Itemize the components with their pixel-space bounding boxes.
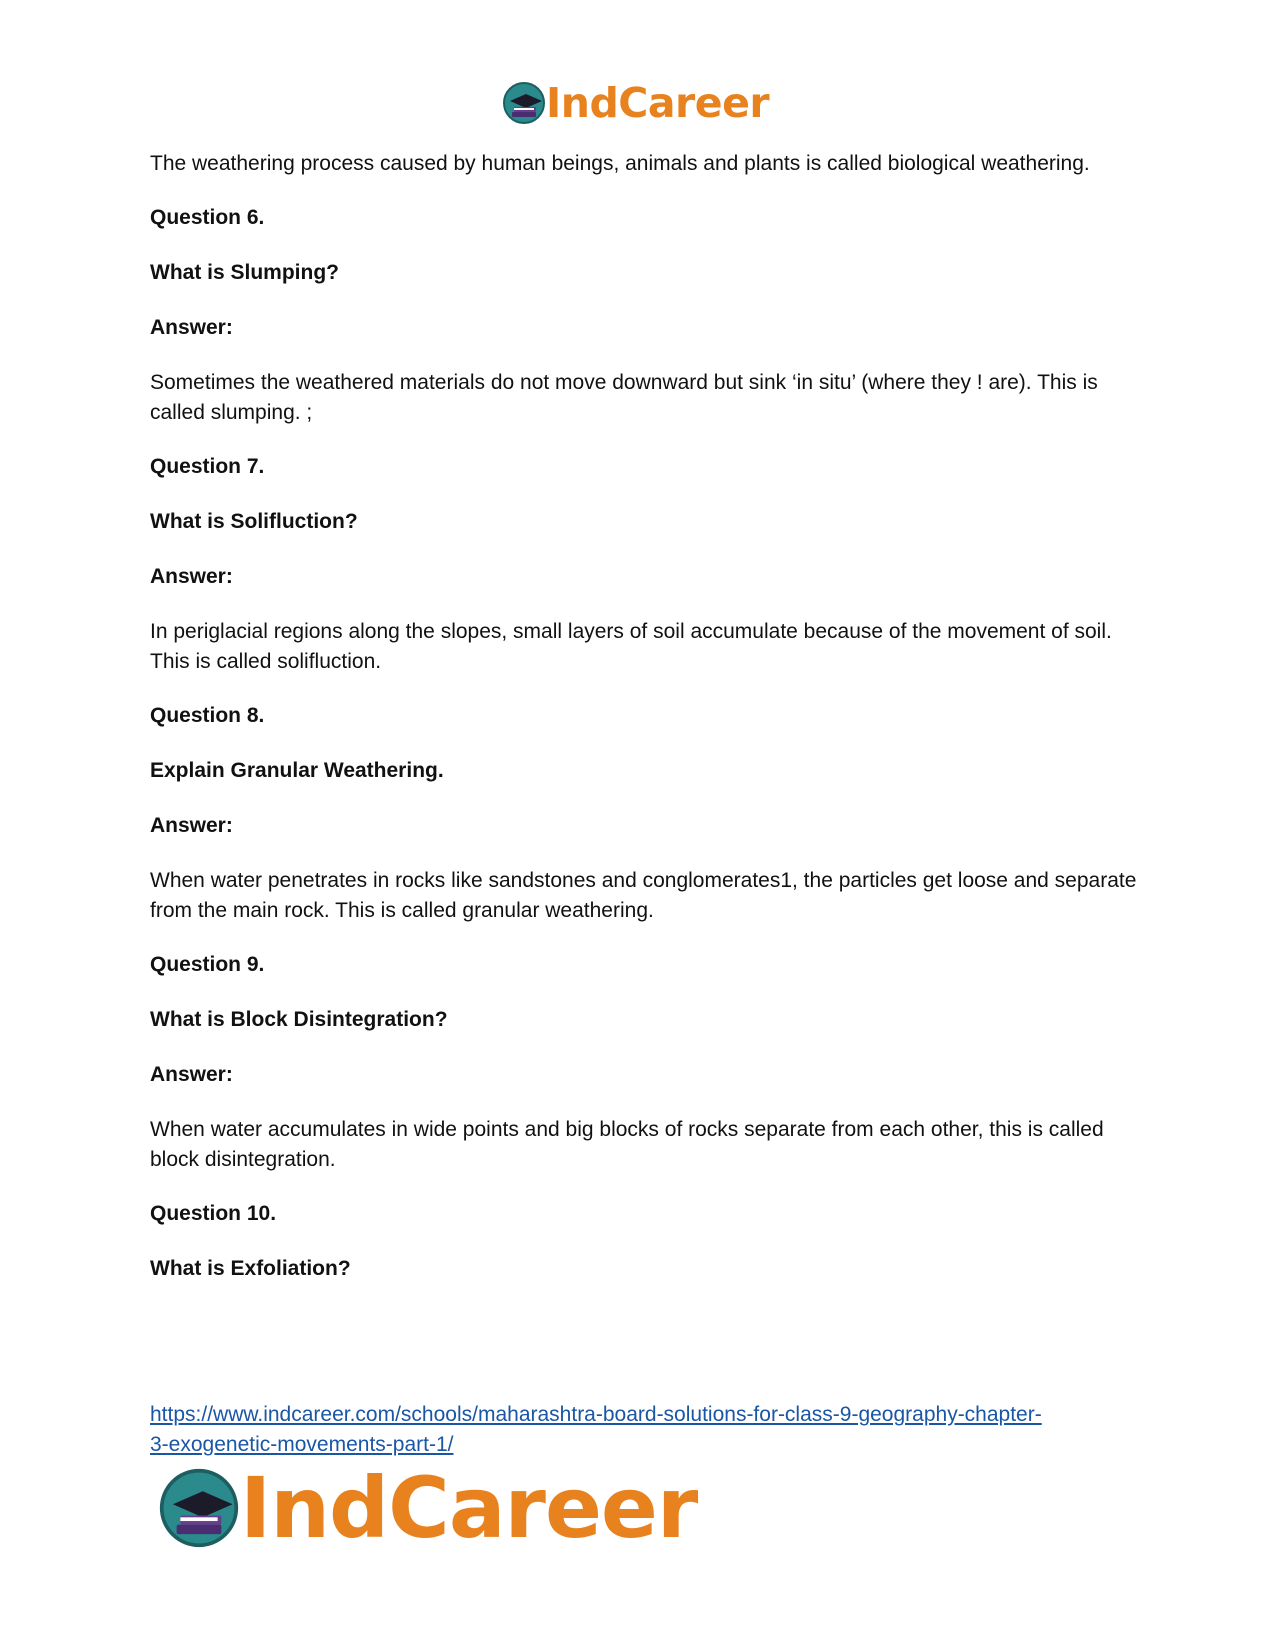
graduation-book-icon: [158, 1467, 240, 1549]
source-link-line-1: https://www.indcareer.com/schools/maharashtra-board-solutions-for-class-9-geography-chapter-: [150, 1403, 1042, 1426]
answer-label: Answer:: [150, 1063, 233, 1086]
question-number: Question 8.: [150, 704, 265, 727]
graduation-book-icon: [502, 81, 546, 125]
answer-text: Sometimes the weathered materials do not move downward but sink ‘in situ’ (where they ! are). This is called slumping. ;: [150, 371, 1098, 424]
question-text: Explain Granular Weathering.: [150, 759, 444, 782]
paragraph: The weathering process caused by human beings, animals and plants is called biological weathering.: [150, 152, 1090, 175]
question-text: What is Solifluction?: [150, 510, 358, 533]
source-link-line-2: 3-exogenetic-movements-part-1/: [150, 1433, 454, 1456]
footer-logo: [158, 1459, 698, 1557]
question-text: What is Block Disintegration?: [150, 1008, 448, 1031]
answer-label: Answer:: [150, 316, 233, 339]
document-body: [150, 149, 1140, 1309]
source-link-block: [150, 1400, 1150, 1460]
answer-text: When water accumulates in wide points and big blocks of rocks separate from each other, this is called block disintegration.: [150, 1118, 1104, 1171]
question-text: What is Slumping?: [150, 261, 339, 284]
footer-logo-text: IndCareer: [240, 1459, 698, 1557]
answer-label: Answer:: [150, 565, 233, 588]
question-number: Question 9.: [150, 953, 265, 976]
question-number: Question 7.: [150, 455, 265, 478]
header-logo: [502, 78, 769, 128]
answer-text: When water penetrates in rocks like sandstones and conglomerates1, the particles get loose and separate from the main rock. This is called granular weathering.: [150, 869, 1137, 922]
answer-label: Answer:: [150, 814, 233, 837]
question-text: What is Exfoliation?: [150, 1257, 351, 1280]
question-number: Question 10.: [150, 1202, 277, 1225]
header-logo-text: IndCareer: [546, 78, 770, 127]
question-number: Question 6.: [150, 206, 265, 229]
answer-text: In periglacial regions along the slopes, small layers of soil accumulate because of the movement of soil. This is called solifluction.: [150, 620, 1112, 673]
source-link[interactable]: [150, 1403, 1042, 1456]
